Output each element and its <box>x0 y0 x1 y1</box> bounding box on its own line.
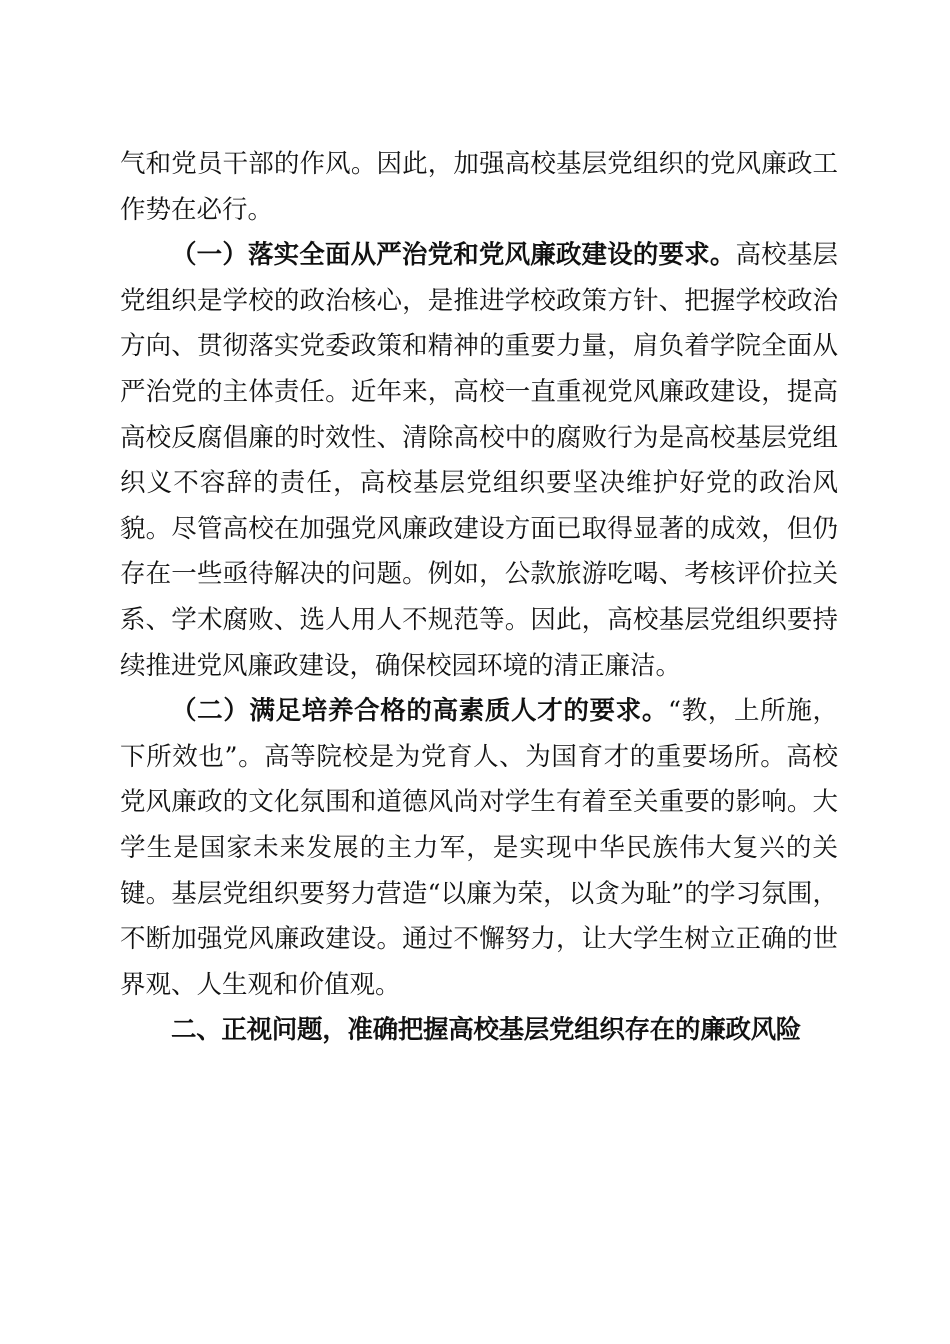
paragraph-text: “教，上所施，下所效也”。高等院校是为党育人、为国育才的重要场所。高校党风廉政的文化氛围和道德风尚对学生有着至关重要的影响。大学生是国家未来发展的主力军，是实现中华民族伟大复兴的关键。基层党组织要努力营造“以廉为荣，以贪为耻”的学习氛围，不断加强党风廉政建设。通过不懈努力，让大学生树立正确的世界观、人生观和价值观。 <box>120 696 838 1000</box>
paragraph-continued <box>120 142 838 233</box>
subsection-heading-2: （二）满足培养合格的高素质人才的要求。 <box>171 696 668 727</box>
paragraph-text: 气和党员干部的作风。因此，加强高校基层党组织的党风廉政工作势在必行。 <box>120 149 838 225</box>
subsection-heading-1: （一）落实全面从严治党和党风廉政建设的要求。 <box>171 240 736 271</box>
document-page <box>120 142 838 1054</box>
section-heading: 二、正视问题，准确把握高校基层党组织存在的廉政风险 <box>171 1015 802 1046</box>
paragraph-subsection-2 <box>120 689 838 1008</box>
paragraph-subsection-1 <box>120 233 838 689</box>
paragraph-text: 高校基层党组织是学校的政治核心，是推进学校政策方针、把握学校政治方向、贯彻落实党委政策和精神的重要力量，肩负着学院全面从严治党的主体责任。近年来，高校一直重视党风廉政建设，提高高校反腐倡廉的时效性、清除高校中的腐败行为是高校基层党组织义不容辞的责任，高校基层党组织要坚决维护好党的政治风貌。尽管高校在加强党风廉政建设方面已取得显著的成效，但仍存在一些亟待解决的问题。例如，公款旅游吃喝、考核评价拉关系、学术腐败、选人用人不规范等。因此，高校基层党组织要持续推进党风廉政建设，确保校园环境的清正廉洁。 <box>120 240 838 681</box>
